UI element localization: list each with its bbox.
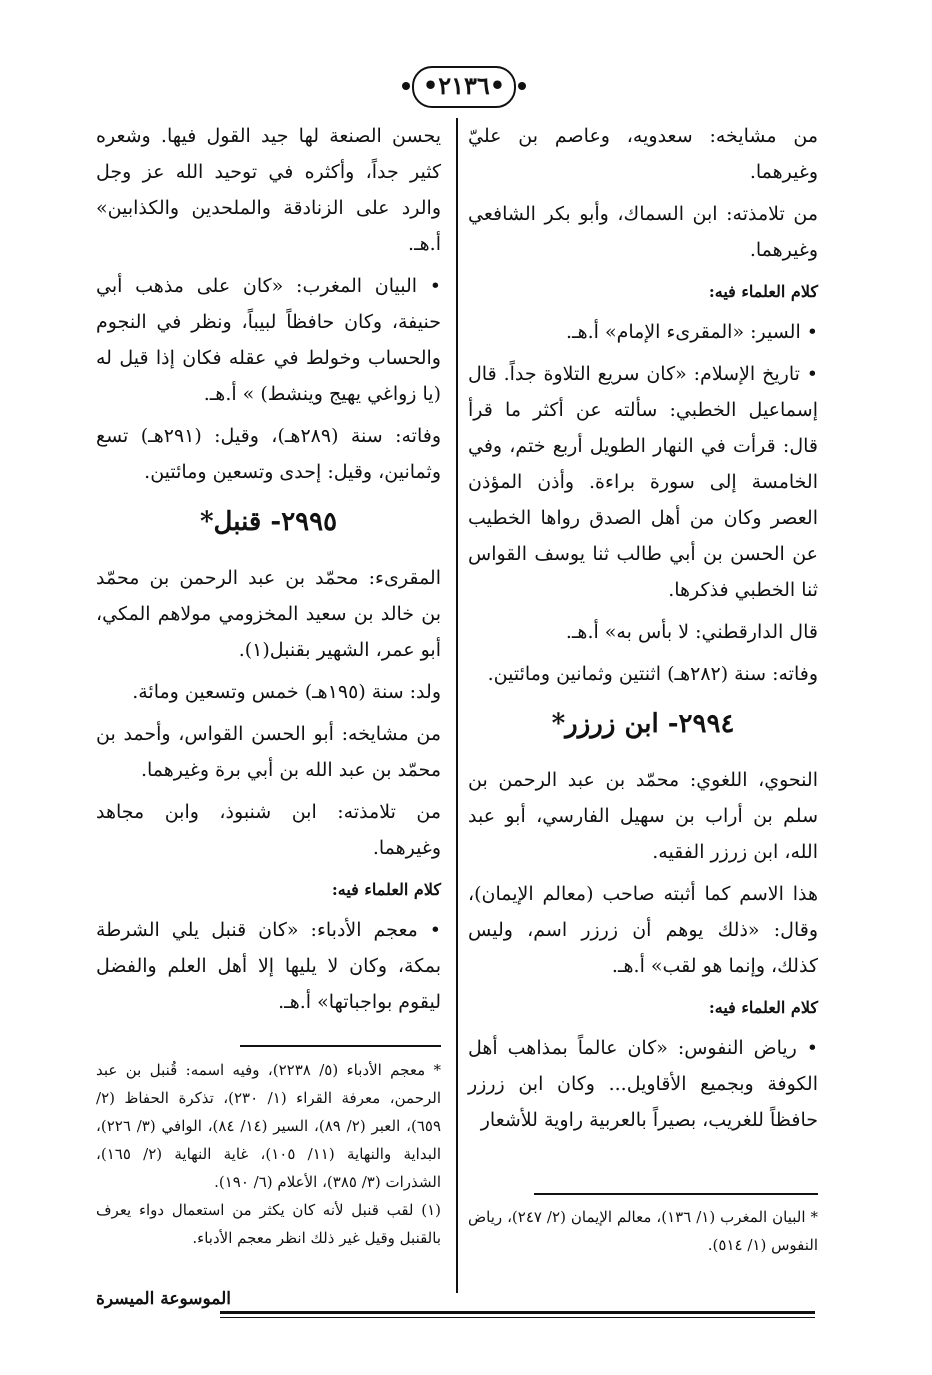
- section-heading: كلام العلماء فيه:: [708, 998, 818, 1017]
- paragraph: ولد: سنة (١٩٥هـ) خمس وتسعين ومائة.: [132, 681, 441, 703]
- right-column: [468, 118, 818, 1144]
- paragraph: • البيان المغرب: «كان على مذهب أبي حنيفة، وكان حافظاً لبيباً، ونظر في النجوم والحساب وخولط في عقله فكان إذا قيل له (يا زواغي يهيج وينشط) » أ.هـ.: [96, 275, 441, 405]
- section-heading: كلام العلماء فيه:: [708, 282, 818, 301]
- footer-title: الموسوعة الميسرة: [96, 1289, 232, 1309]
- page-number: •٢١٣٦•: [412, 66, 516, 108]
- paragraph: من تلامذته: ابن السماك، وأبو بكر الشافعي وغيرهما.: [468, 203, 818, 261]
- entry-title: ٢٩٩٥- قنبل*: [199, 507, 338, 537]
- paragraph: المقرىء: محمّد بن عبد الرحمن بن محمّد بن خالد بن سعيد المخزومي مولاهم المكي، أبو عمر، الشهير بقنبل(١).: [96, 567, 441, 661]
- footnote: * معجم الأدباء (٥/ ٢٢٣٨)، وفيه اسمه: قُنبل بن عبد الرحمن، معرفة القراء (١/ ٢٣٠)، تذكرة الحفاظ (٢/ ٦٥٩)، العبر (٢/ ٨٩)، السير (١٤/ ٨٤)، الوافي (٣/ ٢٢٦)، البداية والنهاية (١١/ ١٠٥)، غاية النهاية (٢/ ١٦٥)، الشذرات (٣/ ٣٨٥)، الأعلام (٦/ ١٩٠).: [96, 1061, 442, 1191]
- footnote: * البيان المغرب (١/ ١٣٦)، معالم الإيمان (٢/ ٢٤٧)، رياض النفوس (١/ ٥١٤).: [468, 1208, 819, 1254]
- footnote: (١) لقب قنبل لأنه كان يكثر من استعمال دواء يعرف بالقنبل وقيل غير ذلك انظر معجم الأدباء.: [96, 1201, 441, 1247]
- footnote-rule: [534, 1193, 818, 1195]
- section-heading: كلام العلماء فيه:: [331, 880, 441, 899]
- paragraph: وفاته: سنة (٢٨٩هـ)، وقيل: (٢٩١هـ) تسع وثمانين، وقيل: إحدى وتسعين ومائتين.: [96, 425, 442, 483]
- footnote-rule: [240, 1045, 441, 1047]
- paragraph: يحسن الصنعة لها جيد القول فيها. وشعره كثير جداً، وأكثره في توحيد الله عز وجل والرد على الزنادقة والملحدين والكذابين» أ.هـ.: [96, 125, 441, 255]
- footnotes-left: [96, 1056, 441, 1252]
- paragraph: من تلامذته: ابن شنبوذ، وابن مجاهد وغيرهما.: [96, 801, 441, 859]
- footer-rule: [220, 1311, 815, 1314]
- paragraph: قال الدارقطني: لا بأس به» أ.هـ.: [565, 621, 818, 643]
- footnotes-right: [468, 1203, 818, 1259]
- paragraph: النحوي، اللغوي: محمّد بن عبد الرحمن بن سلم بن أراب بن سهيل الفارسي، أبو عبد الله، ابن زرزر الفقيه.: [468, 769, 818, 863]
- left-column: [96, 118, 441, 1026]
- paragraph: • السير: «المقرىء الإمام» أ.هـ.: [566, 321, 818, 343]
- paragraph: من مشايخه: أبو الحسن القواس، وأحمد بن محمّد بن عبد الله بن أبي برة وغيرهما.: [96, 723, 441, 781]
- paragraph: • تاريخ الإسلام: «كان سريع التلاوة جداً. قال إسماعيل الخطبي: سألته عن أكثر ما قرأ قال: قرأت في النهار الطويل أربع ختم، وفي الخامسة إلى سورة براءة. وأذن المؤذن العصر وكان من أهل الصدق رواها الخطيب عن الحسن بن أبي طالب ثنا يوسف القواس ثنا الخطبي فذكرها.: [468, 363, 818, 601]
- paragraph: • معجم الأدباء: «كان قنبل يلي الشرطة بمكة، وكان لا يليها إلا أهل العلم والفضل ليقوم بواجباتها» أ.هـ.: [96, 919, 441, 1013]
- footer-rule: [220, 1317, 815, 1318]
- column-divider: [456, 118, 458, 1293]
- paragraph: هذا الاسم كما أثبته صاحب (معالم الإيمان)، وقال: «ذلك يوهم أن زرزر اسم، وليس كذلك، وإنما هو لقب» أ.هـ.: [468, 883, 818, 977]
- paragraph: من مشايخه: سعدويه، وعاصم بن عليّ وغيرهما.: [468, 125, 818, 183]
- paragraph: وفاته: سنة (٢٨٢هـ) اثنتين وثمانين ومائتين.: [487, 663, 818, 685]
- paragraph: • رياض النفوس: «كان عالماً بمذاهب أهل الكوفة وبجميع الأقاويل... وكان ابن زرزر حافظاً للغريب، بصيراً بالعربية راوية للأشعار: [468, 1037, 818, 1131]
- entry-title: ٢٩٩٤- ابن زرزر*: [551, 709, 735, 739]
